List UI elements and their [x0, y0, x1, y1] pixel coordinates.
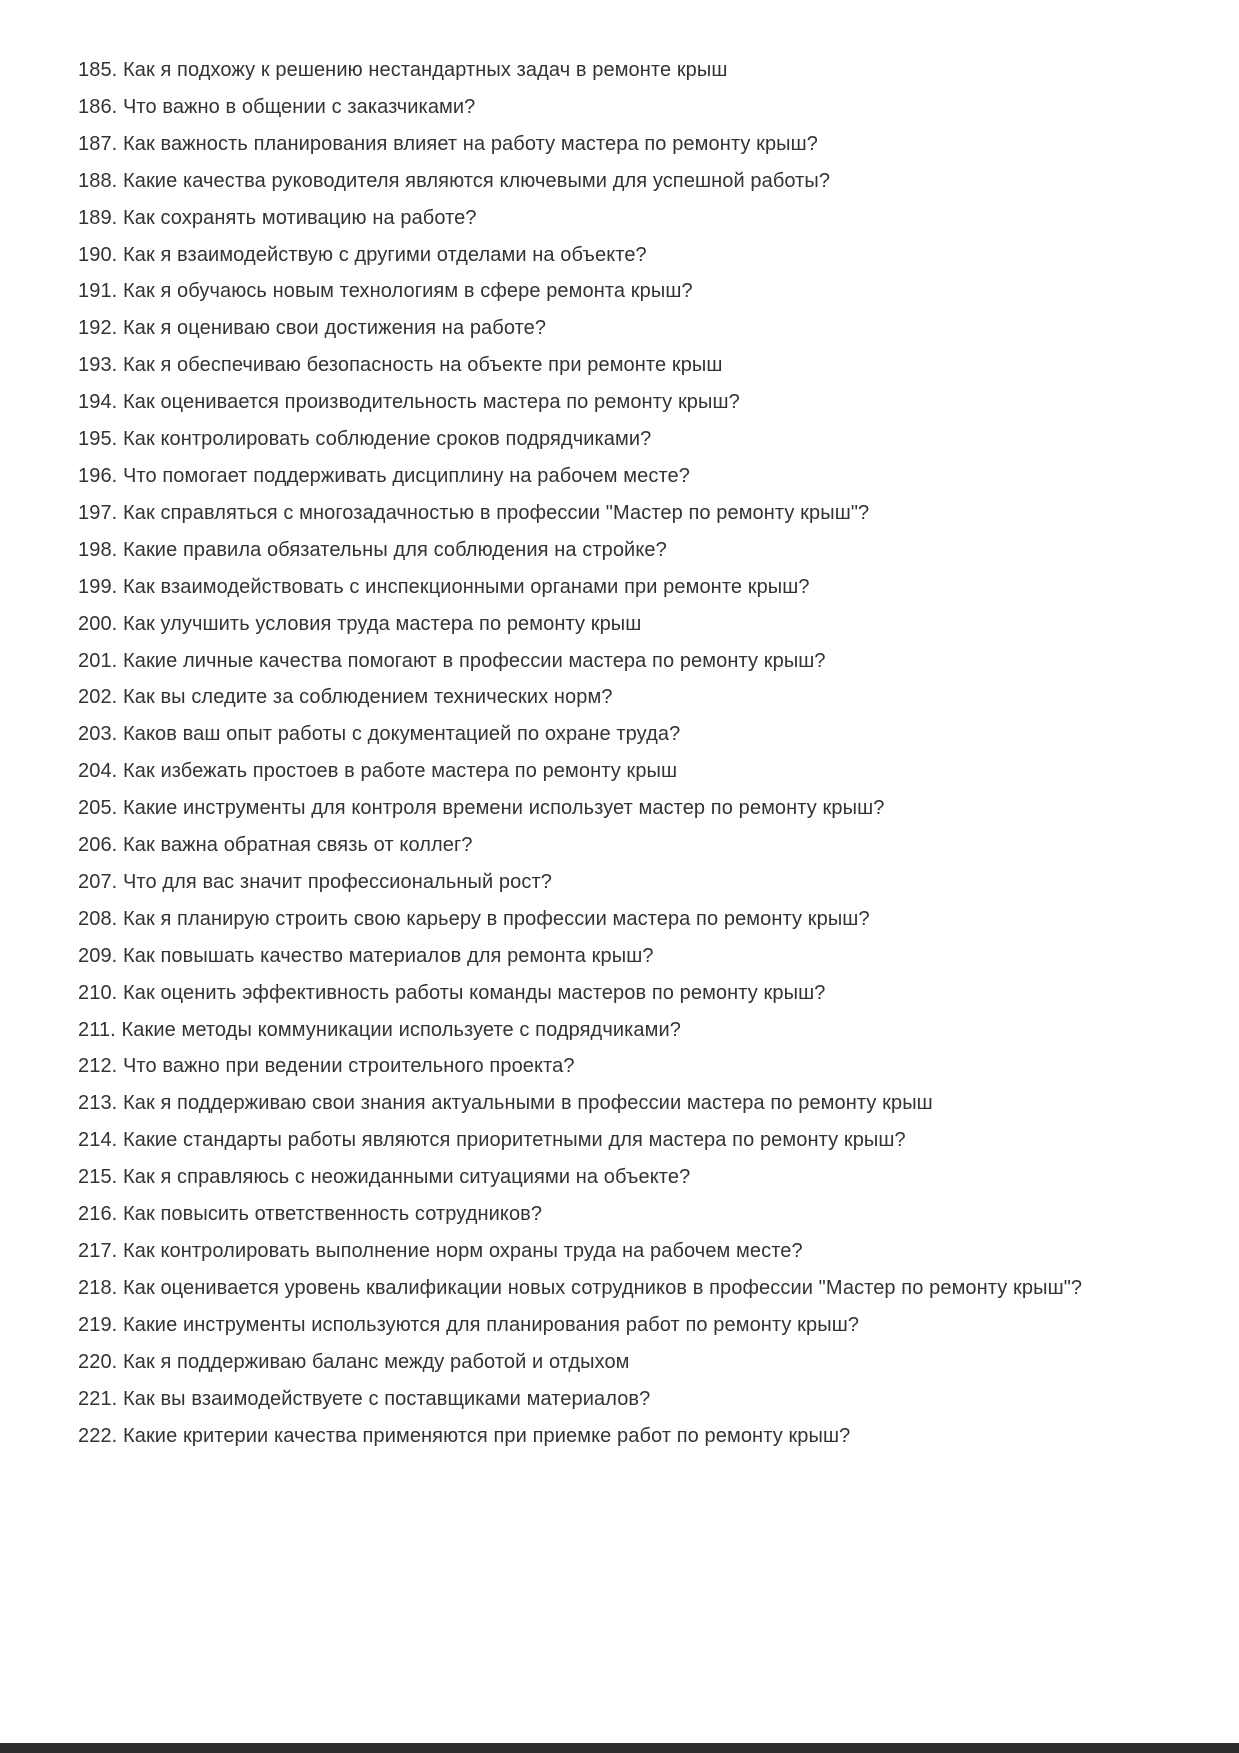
list-item: 187. Как важность планирования влияет на работу мастера по ремонту крыш?	[78, 132, 819, 155]
list-item: 200. Как улучшить условия труда мастера по ремонту крыш	[78, 612, 642, 635]
list-item: 186. Что важно в общении с заказчиками?	[78, 95, 476, 118]
list-item: 212. Что важно при ведении строительного проекта?	[78, 1055, 575, 1078]
list-item: 211. Какие методы коммуникации используете с подрядчиками?	[78, 1018, 681, 1041]
list-item: 204. Как избежать простоев в работе мастера по ремонту крыш	[78, 760, 678, 783]
list-item: 206. Как важна обратная связь от коллег?	[78, 834, 473, 857]
list-item: 188. Какие качества руководителя являются ключевыми для успешной работы?	[78, 169, 831, 192]
list-item: 219. Какие инструменты используются для планирования работ по ремонту крыш?	[78, 1313, 860, 1336]
list-item: 209. Как повышать качество материалов для ремонта крыш?	[78, 944, 654, 967]
list-item: 216. Как повысить ответственность сотрудников?	[78, 1203, 543, 1226]
list-item: 195. Как контролировать соблюдение сроков подрядчиками?	[78, 428, 652, 451]
list-item: 222. Какие критерии качества применяются при приемке работ по ремонту крыш?	[78, 1424, 851, 1447]
list-item: 202. Как вы следите за соблюдением технических норм?	[78, 686, 613, 709]
list-item: 196. Что помогает поддерживать дисциплину на рабочем месте?	[78, 464, 690, 487]
list-item: 197. Как справляться с многозадачностью в профессии "Мастер по ремонту крыш"?	[78, 501, 870, 524]
list-item: 207. Что для вас значит профессиональный рост?	[78, 870, 552, 893]
list-item: 221. Как вы взаимодействуете с поставщиками материалов?	[78, 1387, 651, 1410]
list-item: 220. Как я поддерживаю баланс между работой и отдыхом	[78, 1350, 630, 1373]
list-item: 189. Как сохранять мотивацию на работе?	[78, 206, 477, 229]
list-item: 193. Как я обеспечиваю безопасность на объекте при ремонте крыш	[78, 354, 723, 377]
list-item: 201. Какие личные качества помогают в профессии мастера по ремонту крыш?	[78, 649, 826, 672]
list-item: 205. Какие инструменты для контроля времени использует мастер по ремонту крыш?	[78, 797, 885, 820]
list-item: 214. Какие стандарты работы являются приоритетными для мастера по ремонту крыш?	[78, 1129, 906, 1152]
list-item: 208. Как я планирую строить свою карьеру в профессии мастера по ремонту крыш?	[78, 907, 870, 930]
list-item: 217. Как контролировать выполнение норм охраны труда на рабочем месте?	[78, 1240, 803, 1262]
question-list	[78, 52, 1167, 1454]
list-item: 192. Как я оцениваю свои достижения на работе?	[78, 317, 547, 340]
list-item: 194. Как оценивается производительность мастера по ремонту крыш?	[78, 391, 740, 414]
list-item: 213. Как я поддерживаю свои знания актуальными в профессии мастера по ремонту крыш	[78, 1092, 933, 1115]
list-item: 203. Каков ваш опыт работы с документацией по охране труда?	[78, 723, 681, 746]
bottom-bar	[0, 1743, 1239, 1753]
list-item: 185. Как я подхожу к решению нестандартных задач в ремонте крыш	[78, 59, 728, 81]
list-item: 210. Как оценить эффективность работы команды мастеров по ремонту крыш?	[78, 981, 826, 1004]
list-item: 198. Какие правила обязательны для соблюдения на стройке?	[78, 538, 667, 561]
list-item: 190. Как я взаимодействую с другими отделами на объекте?	[78, 243, 647, 266]
list-item: 199. Как взаимодействовать с инспекционными органами при ремонте крыш?	[78, 575, 810, 598]
list-item: 215. Как я справляюсь с неожиданными ситуациями на объекте?	[78, 1166, 691, 1189]
list-item: 218. Как оценивается уровень квалификации новых сотрудников в профессии "Мастер по ремонту крыш"?	[78, 1276, 1083, 1299]
list-item: 191. Как я обучаюсь новым технологиям в сфере ремонта крыш?	[78, 280, 693, 303]
